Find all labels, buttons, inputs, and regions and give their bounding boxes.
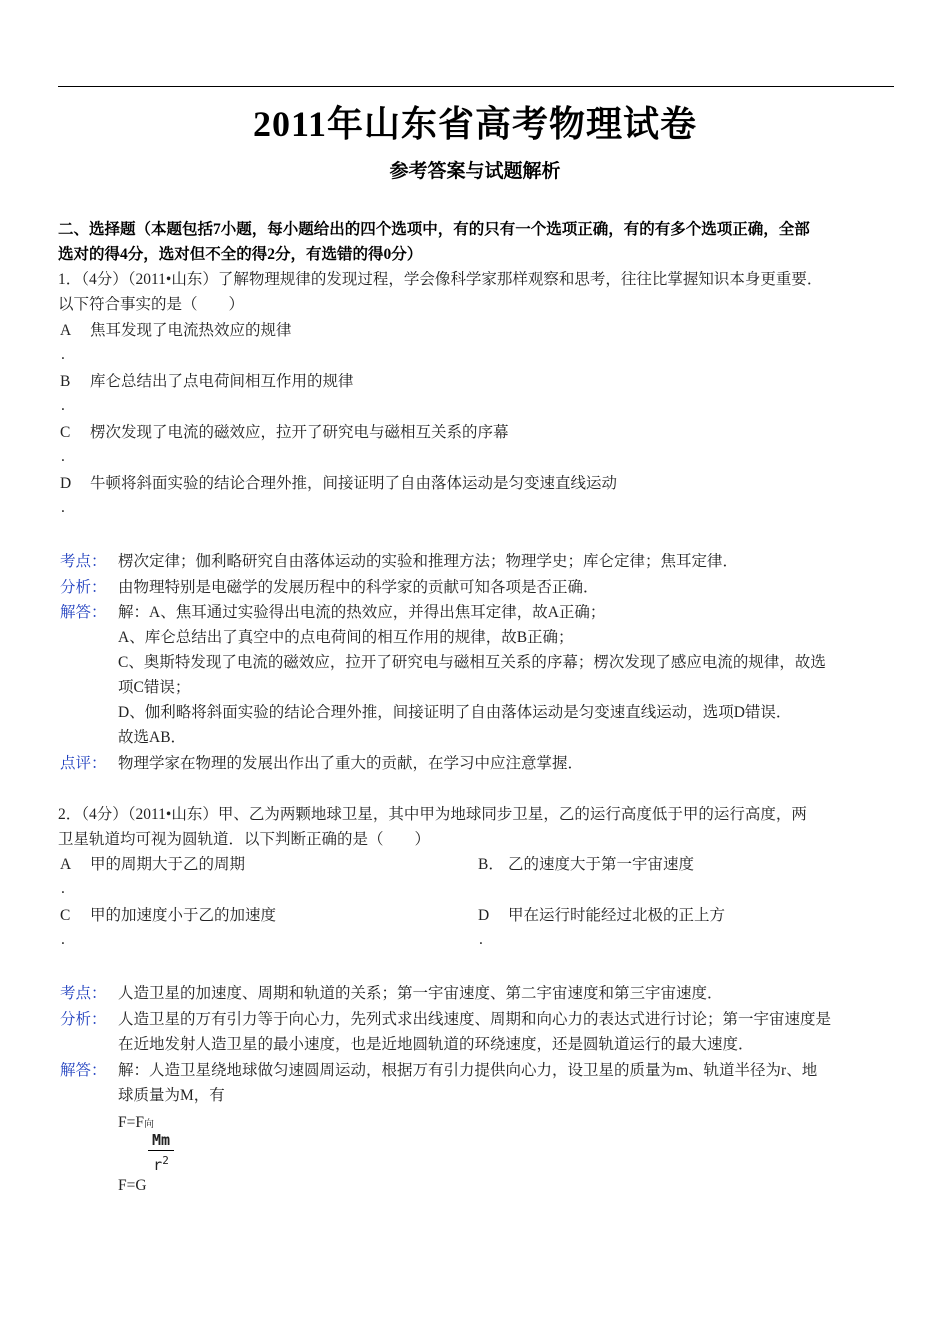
q1-jieda-line: 故选AB．: [118, 729, 187, 746]
equation-gravity: F=G: [118, 1177, 147, 1194]
q1-option-a-key: A: [60, 322, 72, 339]
q2-kaodian-label: 考点：: [60, 985, 107, 1002]
q2-option-a-key: A: [60, 856, 72, 873]
q1-jieda-line: A、库仑总结出了真空中的点电荷间的相互作用的规律，故B正确；: [118, 629, 574, 646]
q1-option-b-dot: .: [61, 397, 65, 414]
q1-option-d-key: D: [60, 475, 72, 492]
q1-option-c-dot: .: [61, 448, 65, 465]
q1-option-d-text: 牛顿将斜面实验的结论合理外推，间接证明了自由落体运动是匀变速直线运动: [90, 475, 618, 492]
q2-option-b-key: B．: [478, 856, 504, 873]
fraction-denominator-base: r: [153, 1156, 163, 1174]
page-title: 2011年山东省高考物理试卷: [252, 104, 697, 144]
q2-jieda-label: 解答：: [60, 1062, 107, 1079]
q2-option-c-key: C: [60, 907, 71, 924]
q1-option-c-text: 楞次发现了电流的磁效应，拉开了研究电与磁相互关系的序幕: [90, 424, 509, 441]
q1-dianping-text: 物理学家在物理的发展出作出了重大的贡献，在学习中应注意掌握．: [118, 755, 584, 772]
page-subtitle: 参考答案与试题解析: [389, 161, 561, 182]
q2-fenxi-line-1: 人造卫星的万有引力等于向心力，先列式求出线速度、周期和向心力的表达式进行讨论；第一宇宙速度是: [118, 1011, 832, 1028]
q1-stem-line-1: 1．（4分）（2011•山东）了解物理规律的发现过程，学会像科学家那样观察和思考，往往比掌握知识本身更重要．: [58, 271, 823, 288]
q1-jieda-line: C、奥斯特发现了电流的磁效应，拉开了研究电与磁相互关系的序幕；楞次发现了感应电流的规律，故选: [118, 654, 826, 671]
q1-stem-line-2: 以下符合事实的是（ ）: [58, 296, 245, 313]
q2-stem-line-1: 2．（4分）（2011•山东）甲、乙为两颗地球卫星，其中甲为地球同步卫星，乙的运行高度低于甲的运行高度，两: [58, 806, 807, 823]
q2-stem-line-2: 卫星轨道均可视为圆轨道．以下判断正确的是（ ）: [58, 831, 431, 848]
q1-option-a-text: 焦耳发现了电流热效应的规律: [90, 322, 292, 339]
q1-jieda-line: 项C错误；: [118, 679, 191, 696]
q2-fenxi-label: 分析：: [60, 1011, 107, 1028]
q1-fenxi-label: 分析：: [60, 579, 107, 596]
equation-centripetal-main: F=F: [118, 1114, 144, 1131]
q1-kaodian-label: 考点：: [60, 553, 107, 570]
q1-option-c-key: C: [60, 424, 71, 441]
q1-option-a-dot: .: [61, 346, 65, 363]
q1-option-b-key: B: [60, 373, 71, 390]
q2-jieda-line-1: 解：人造卫星绕地球做匀速圆周运动，根据万有引力提供向心力，设卫星的质量为m、轨道半径为r、地: [118, 1062, 818, 1079]
q1-jieda-line: 解：A、焦耳通过实验得出电流的热效应，并得出焦耳定律，故A正确；: [118, 604, 606, 621]
q2-option-a-text: 甲的周期大于乙的周期: [90, 856, 246, 873]
q1-option-d-dot: .: [61, 499, 65, 516]
q2-option-a-dot: .: [61, 880, 65, 897]
q2-option-d-text: 甲在运行时能经过北极的正上方: [508, 907, 726, 924]
q2-option-d-dot: .: [479, 931, 483, 948]
q1-fenxi-text: 由物理特别是电磁学的发展历程中的科学家的贡献可知各项是否正确．: [118, 579, 599, 596]
fraction-numerator: Mm: [151, 1131, 171, 1149]
q2-option-c-text: 甲的加速度小于乙的加速度: [90, 907, 277, 924]
fraction-denominator: [148, 1152, 174, 1174]
q2-option-d-key: D: [478, 907, 490, 924]
q2-jieda-line-2: 球质量为M，有: [118, 1087, 225, 1104]
q1-kaodian-text: 楞次定律；伽利略研究自由落体运动的实验和推理方法；物理学史；库仑定律；焦耳定律．: [118, 553, 739, 570]
q2-fenxi-line-2: 在近地发射人造卫星的最小速度，也是近地圆轨道的环绕速度，还是圆轨道运行的最大速度．: [118, 1036, 754, 1053]
fraction-exponent: 2: [162, 1154, 169, 1167]
header-rule: [58, 86, 894, 87]
q2-kaodian-text: 人造卫星的加速度、周期和轨道的关系；第一宇宙速度、第二宇宙速度和第三宇宙速度．: [118, 985, 723, 1002]
q1-dianping-label: 点评：: [60, 755, 107, 772]
q1-jieda-label: 解答：: [60, 604, 107, 621]
section-heading-line-1: 二、选择题（本题包括7小题，每小题给出的四个选项中，有的只有一个选项正确，有的有多个选项正确，全部: [58, 221, 810, 238]
equation-centripetal-subscript: 向: [143, 1119, 154, 1130]
gravity-fraction: [148, 1131, 174, 1174]
q2-option-c-dot: .: [61, 931, 65, 948]
section-heading-line-2: 选对的得4分，选对但不全的得2分，有选错的得0分）: [58, 246, 423, 263]
fraction-bar: [148, 1150, 174, 1151]
q1-option-b-text: 库仑总结出了点电荷间相互作用的规律: [90, 373, 354, 390]
q2-option-b-text: 乙的速度大于第一宇宙速度: [508, 856, 695, 873]
q1-jieda-line: D、伽利略将斜面实验的结论合理外推，间接证明了自由落体运动是匀变速直线运动，选项D错误．: [118, 704, 792, 721]
